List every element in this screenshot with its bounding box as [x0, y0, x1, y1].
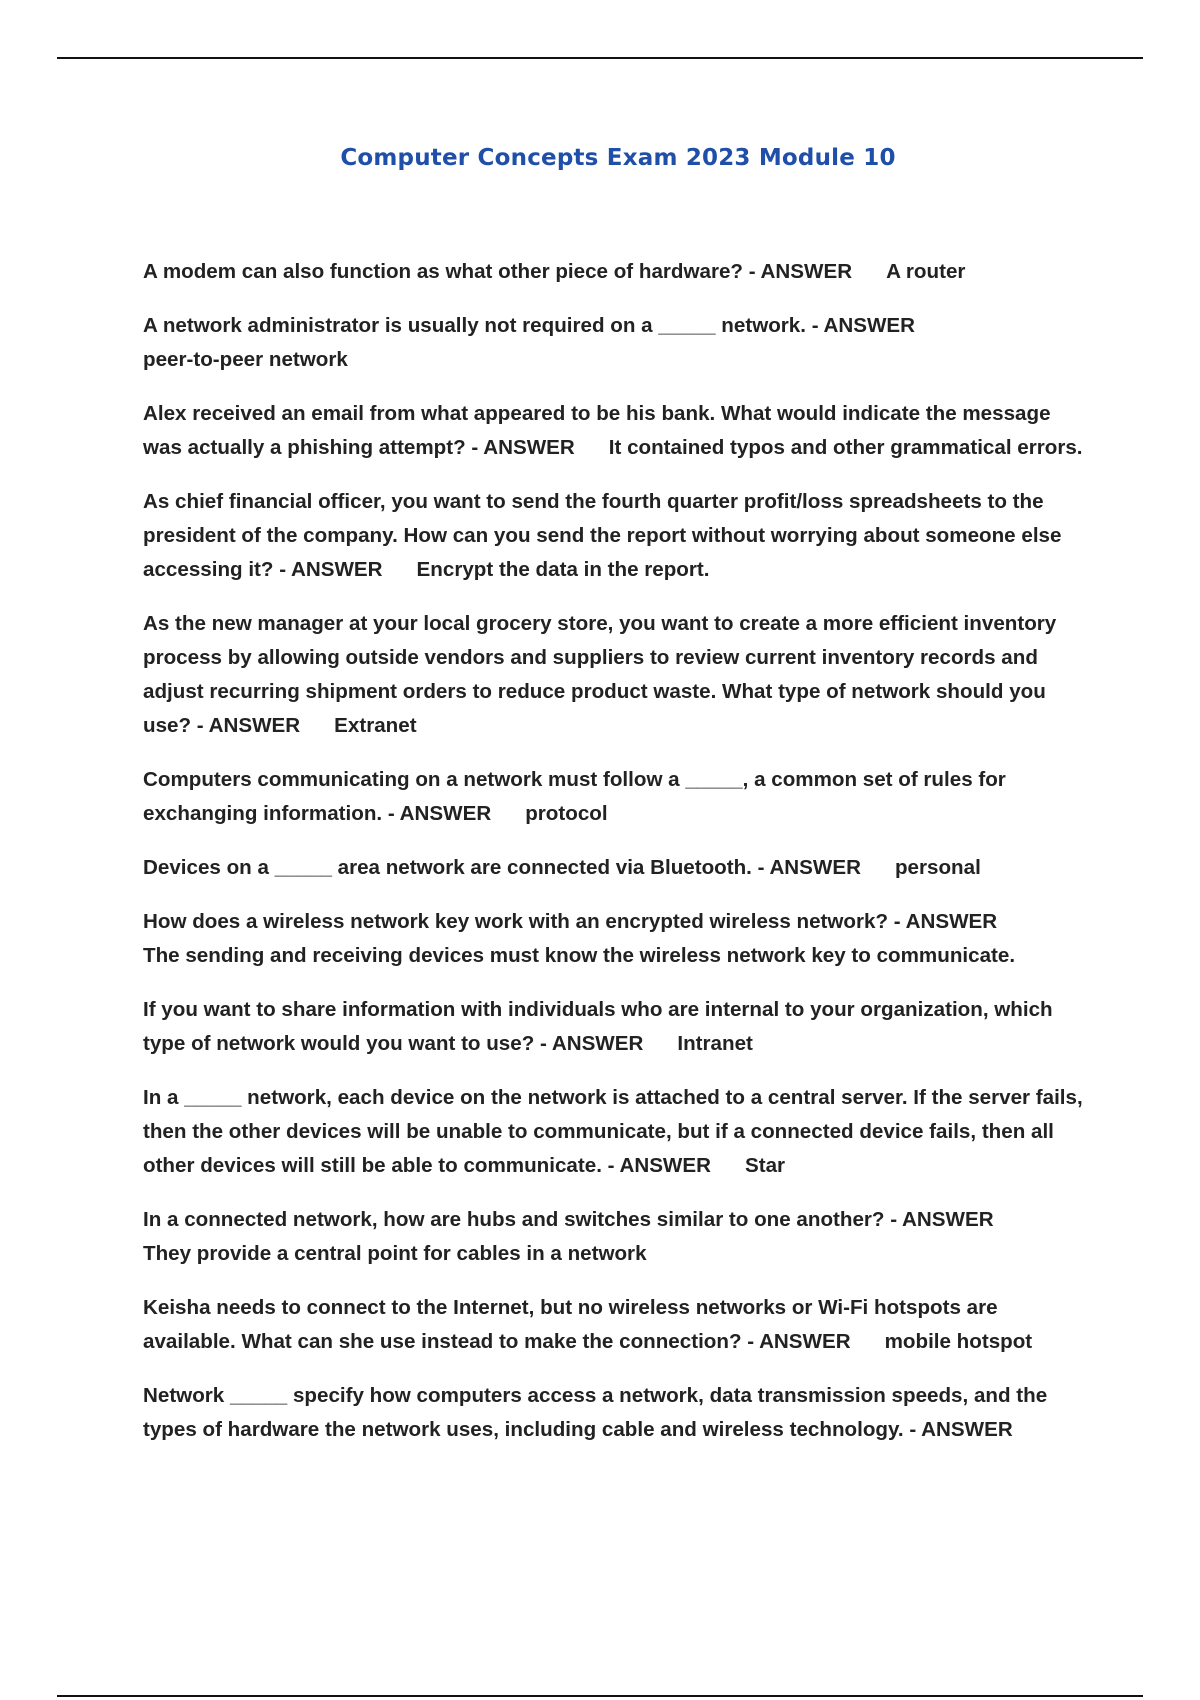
question-text: Computers communicating on a network must follow a _____, a common set of rules for exchanging information. - ANSWER — [143, 768, 1006, 825]
question-text: A network administrator is usually not required on a _____ network. - ANSWER — [143, 314, 916, 337]
qa-item — [143, 763, 1093, 831]
qa-item — [143, 1291, 1093, 1359]
document-title: Computer Concepts Exam 2023 Module 10 — [340, 145, 896, 171]
qa-item — [143, 309, 1093, 377]
question-text: A modem can also function as what other piece of hardware? - ANSWER — [143, 260, 853, 283]
answer-text: peer-to-peer network — [143, 348, 348, 371]
qa-item — [143, 1081, 1093, 1183]
answer-text: Encrypt the data in the report. — [416, 558, 710, 581]
qa-item — [143, 397, 1093, 465]
question-text: If you want to share information with individuals who are internal to your organization, which type of network would you want to use? - ANSWER — [143, 998, 1053, 1055]
qa-list — [143, 255, 1093, 1467]
qa-item — [143, 255, 1093, 289]
answer-text: A router — [886, 260, 966, 283]
question-text: As the new manager at your local grocery store, you want to create a more efficient inventory process by allowing outside vendors and suppliers to review current inventory records and adjust recurring shipment orders to reduce product waste. What type of network should you use? - ANSWER — [143, 612, 1057, 737]
question-text: Alex received an email from what appeared to be his bank. What would indicate the message was actually a phishing attempt? - ANSWER — [143, 402, 1051, 459]
bottom-rule — [57, 1695, 1143, 1697]
qa-item — [143, 1203, 1093, 1271]
qa-item — [143, 851, 1093, 885]
qa-item — [143, 1379, 1093, 1447]
answer-text: Extranet — [334, 714, 417, 737]
qa-item — [143, 607, 1093, 743]
question-text: In a connected network, how are hubs and switches similar to one another? - ANSWER — [143, 1208, 994, 1231]
top-rule — [57, 57, 1143, 59]
answer-text: protocol — [525, 802, 608, 825]
answer-text: The sending and receiving devices must know the wireless network key to communicate. — [143, 944, 1016, 967]
answer-text: They provide a central point for cables in a network — [143, 1242, 647, 1265]
question-text: Keisha needs to connect to the Internet, but no wireless networks or Wi-Fi hotspots are available. What can she use instead to make the connection? - ANSWER — [143, 1296, 998, 1353]
question-text: In a _____ network, each device on the network is attached to a central server. If the server fails, then the other devices will be unable to communicate, but if a connected device fails, then all other devices will still be able to communicate. - ANSWER — [143, 1086, 1083, 1177]
question-text: Devices on a _____ area network are connected via Bluetooth. - ANSWER — [143, 856, 861, 879]
qa-item — [143, 993, 1093, 1061]
answer-text: Intranet — [677, 1032, 753, 1055]
qa-item — [143, 485, 1093, 587]
answer-text: personal — [894, 856, 981, 879]
question-text: Network _____ specify how computers access a network, data transmission speeds, and the types of hardware the network uses, including cable and wireless technology. - ANSWER — [143, 1384, 1048, 1441]
answer-text: mobile hotspot — [884, 1330, 1033, 1353]
question-text: As chief financial officer, you want to send the fourth quarter profit/loss spreadsheets to the president of the company. How can you send the report without worrying about someone else accessing it? - ANSWER — [143, 490, 1062, 581]
answer-text: It contained typos and other grammatical errors. — [608, 436, 1083, 459]
answer-text: Star — [744, 1154, 786, 1177]
question-text: How does a wireless network key work with an encrypted wireless network? - ANSWER — [143, 910, 998, 933]
qa-item — [143, 905, 1093, 973]
